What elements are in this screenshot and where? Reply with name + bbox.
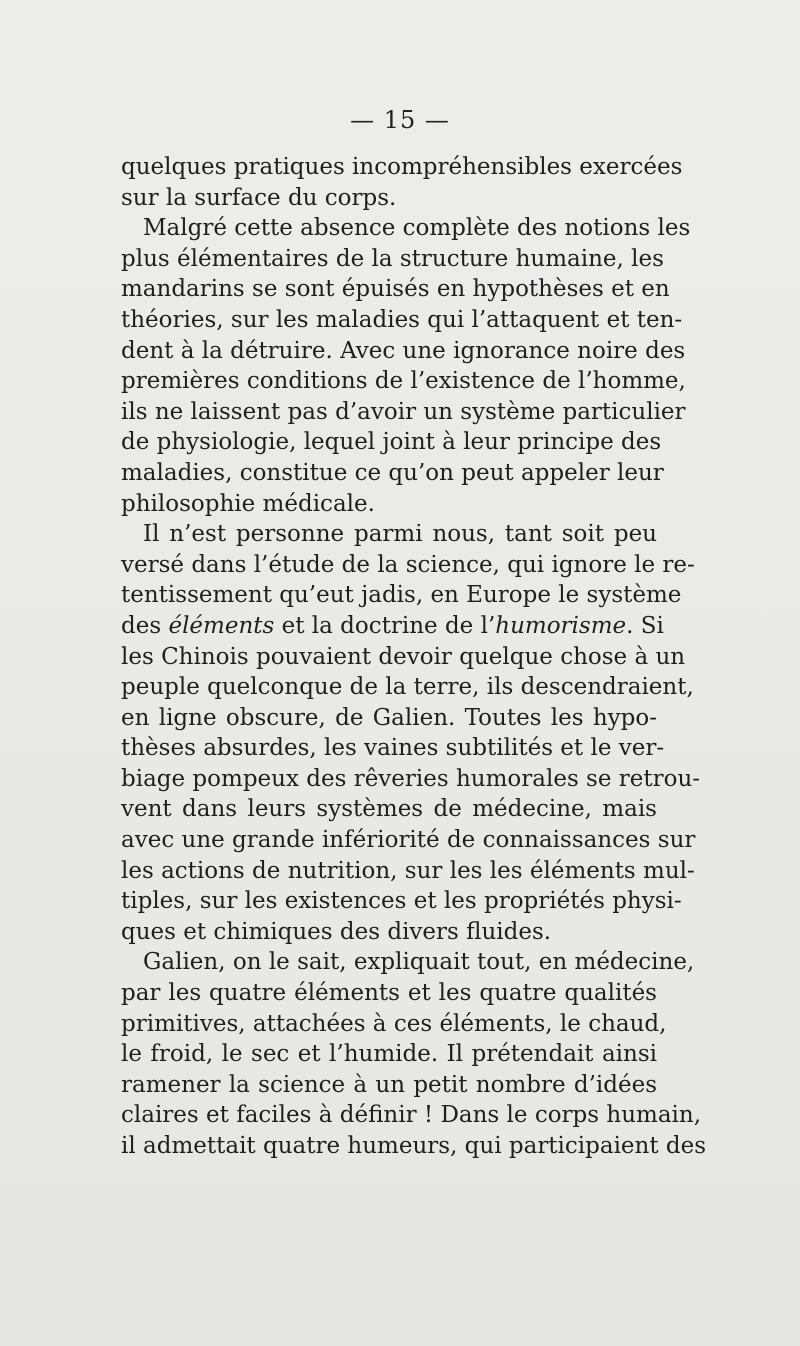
- text-run: . Si: [626, 612, 664, 639]
- text-line: biage pompeux des rêveries humorales se retrou-: [121, 765, 701, 792]
- text-line: philosophie médicale.: [121, 490, 375, 517]
- text-line: en ligne obscure, de Galien. Toutes les hypo-: [121, 704, 657, 731]
- text-line: quelques pratiques incompréhensibles exercées: [121, 154, 683, 180]
- text-line: ils ne laissent pas d’avoir un système particulier: [121, 398, 686, 425]
- text-line: avec une grande infériorité de connaissances sur: [121, 827, 696, 854]
- paragraph: [121, 947, 707, 1161]
- text-line: tentissement qu’eut jadis, en Europe le système: [121, 582, 682, 609]
- text-line: dent à la détruire. Avec une ignorance noire des: [121, 337, 686, 364]
- text-line: Galien, on le sait, expliquait tout, en médecine,: [143, 949, 695, 976]
- text-line: thèses absurdes, les vaines subtilités et le ver-: [121, 735, 665, 762]
- text-line: Malgré cette absence complète des notions les: [143, 215, 691, 242]
- paragraph: [121, 152, 683, 213]
- italic-term: humorisme: [495, 612, 627, 639]
- text-line-with-italics: [121, 611, 664, 642]
- paragraph: [121, 213, 691, 519]
- text-line: les Chinois pouvaient devoir quelque chose à un: [121, 643, 686, 670]
- text-line: théories, sur les maladies qui l’attaquent et ten-: [121, 306, 683, 333]
- text-line: ques et chimiques des divers fluides.: [121, 918, 552, 945]
- text-line: sur la surface du corps.: [121, 184, 397, 211]
- text-line: par les quatre éléments et les quatre qualités: [121, 980, 657, 1007]
- text-run: des: [121, 612, 169, 639]
- text-line: tiples, sur les existences et les propriétés physi-: [121, 888, 682, 915]
- text-line: il admettait quatre humeurs, qui participaient des: [121, 1133, 707, 1159]
- text-run: et la doctrine de l’: [274, 612, 496, 639]
- paragraph: [121, 519, 701, 947]
- page-number: — 15 —: [350, 106, 450, 134]
- text-line: versé dans l’étude de la science, qui ignore le re-: [121, 551, 695, 578]
- text-line: maladies, constitue ce qu’on peut appeler leur: [121, 459, 664, 486]
- text-line: claires et faciles à définir ! Dans le corps humain,: [121, 1102, 702, 1129]
- text-line: Il n’est personne parmi nous, tant soit peu: [143, 521, 657, 548]
- body-text: [121, 152, 707, 1162]
- text-line: de physiologie, lequel joint à leur principe des: [121, 429, 662, 456]
- italic-term: éléments: [168, 612, 275, 639]
- text-line: vent dans leurs systèmes de médecine, mais: [121, 796, 657, 823]
- text-line: premières conditions de l’existence de l’homme,: [121, 368, 686, 395]
- text-line: plus élémentaires de la structure humaine, les: [121, 245, 664, 272]
- text-line: peuple quelconque de la terre, ils descendraient,: [121, 674, 694, 701]
- text-line: ramener la science à un petit nombre d’idées: [121, 1071, 657, 1098]
- text-line: primitives, attachées à ces éléments, le chaud,: [121, 1010, 667, 1037]
- text-line: le froid, le sec et l’humide. Il prétendait ainsi: [121, 1041, 657, 1068]
- text-line: les actions de nutrition, sur les les éléments mul-: [121, 857, 695, 884]
- text-line: mandarins se sont épuisés en hypothèses et en: [121, 276, 670, 303]
